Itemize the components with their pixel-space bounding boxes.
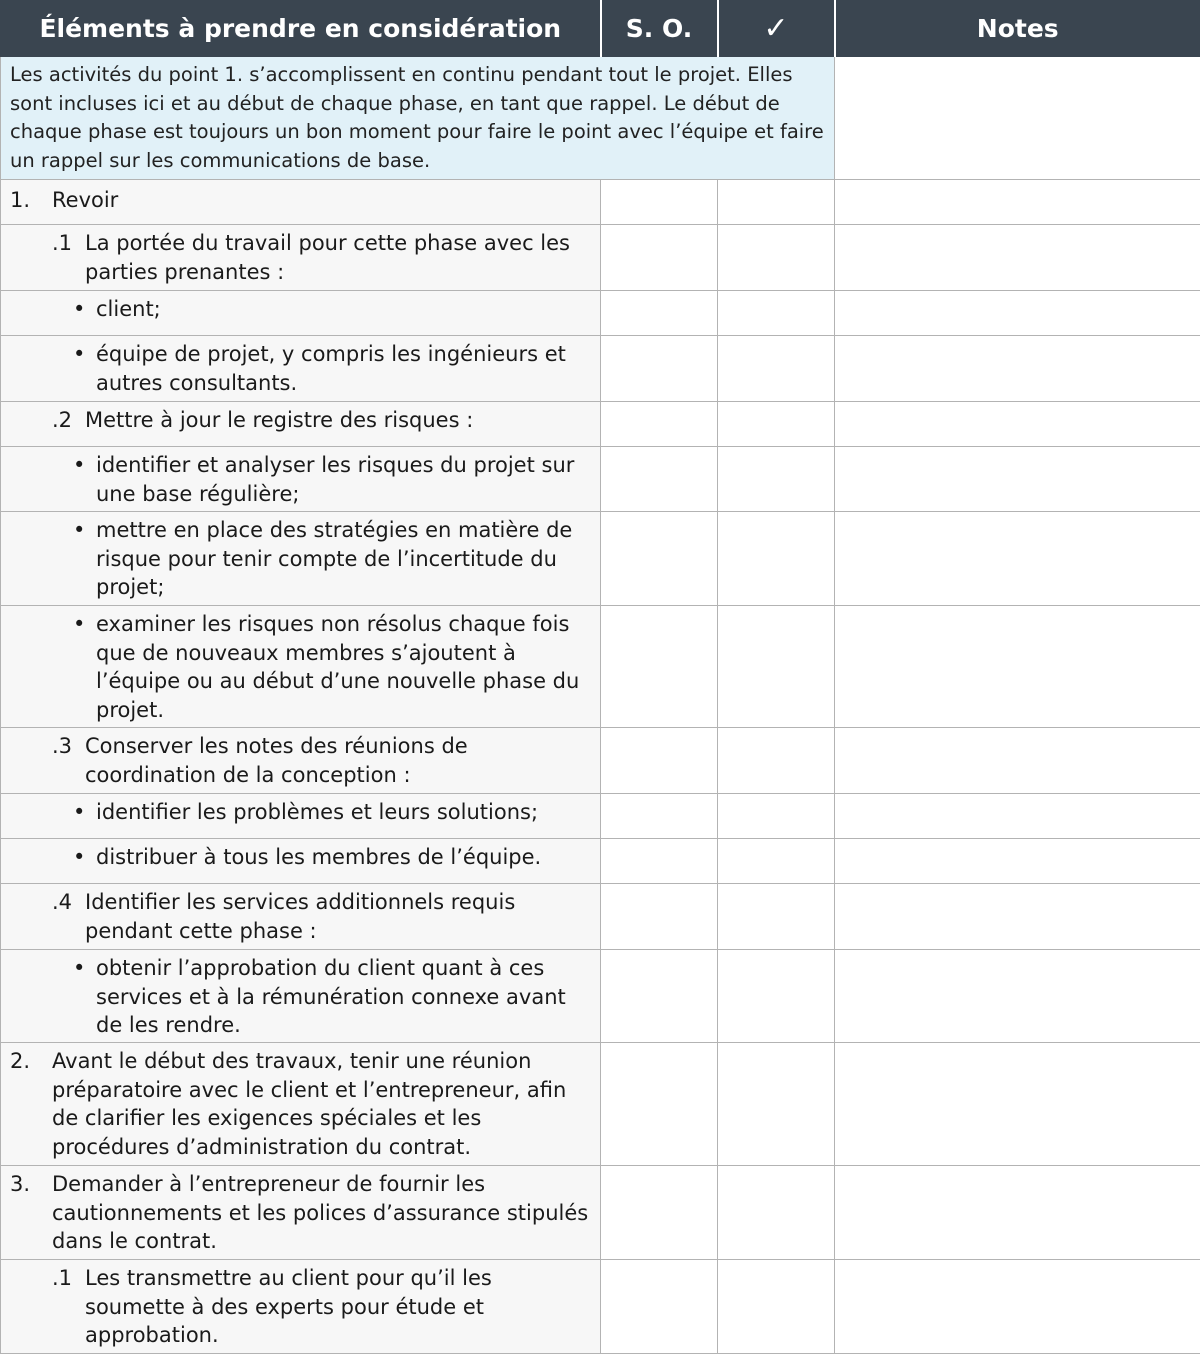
item-number: 1. [10, 186, 52, 215]
done-checkbox-cell[interactable] [718, 728, 835, 794]
notes-cell[interactable] [835, 950, 1200, 1043]
na-checkbox-cell[interactable] [601, 1043, 718, 1166]
item-text: mettre en place des stratégies en matière de risque pour tenir compte de l’incertitude du projet; [96, 516, 590, 602]
header-notes: Notes [835, 1, 1200, 57]
item-number: .1 [52, 229, 85, 286]
bullet: • [73, 610, 96, 724]
na-checkbox-cell[interactable] [601, 291, 718, 336]
notes-cell[interactable] [835, 57, 1200, 180]
item-text: Conserver les notes des réunions de coordination de la conception : [85, 732, 590, 789]
item-text: Revoir [52, 186, 590, 215]
table-row [1, 950, 1200, 1043]
bullet: • [73, 340, 96, 397]
item-text: client; [96, 295, 590, 324]
notes-cell[interactable] [835, 728, 1200, 794]
item-text: Avant le début des travaux, tenir une réunion préparatoire avec le client et l’entrepreneur, afin de clarifier les exigences spéciales et les procédures d’administration du contrat. [52, 1047, 590, 1161]
item-number: .2 [52, 406, 85, 435]
intro-note: Les activités du point 1. s’accomplissent en continu pendant tout le projet. Elles sont incluses ici et au début de chaque phase, en tant que rappel. Le début de chaque phase est toujours un bon moment pour faire le point avec l’équipe et faire un rappel sur les communications de base. [1, 57, 835, 180]
na-checkbox-cell[interactable] [601, 225, 718, 291]
table-row [1, 336, 1200, 402]
item-text: obtenir l’approbation du client quant à ces services et à la rémunération connexe avant de les rendre. [96, 954, 590, 1040]
notes-cell[interactable] [835, 884, 1200, 950]
item-text: identifier et analyser les risques du projet sur une base régulière; [96, 451, 590, 508]
na-checkbox-cell[interactable] [601, 180, 718, 225]
na-checkbox-cell[interactable] [601, 402, 718, 447]
item-text: La portée du travail pour cette phase avec les parties prenantes : [85, 229, 590, 286]
done-checkbox-cell[interactable] [718, 884, 835, 950]
item-text: équipe de projet, y compris les ingénieurs et autres consultants. [96, 340, 590, 397]
item-number: .1 [52, 1264, 85, 1350]
done-checkbox-cell[interactable] [718, 180, 835, 225]
header-items: Éléments à prendre en considération [1, 1, 601, 57]
intro-row [1, 57, 1200, 180]
done-checkbox-cell[interactable] [718, 402, 835, 447]
table-row [1, 728, 1200, 794]
item-text: Identifier les services additionnels requis pendant cette phase : [85, 888, 590, 945]
na-checkbox-cell[interactable] [601, 1260, 718, 1354]
bullet: • [73, 516, 96, 602]
done-checkbox-cell[interactable] [718, 950, 835, 1043]
item-text: Demander à l’entrepreneur de fournir les cautionnements et les polices d’assurance stipulés dans le contrat. [52, 1170, 590, 1256]
table-row [1, 884, 1200, 950]
item-text: Mettre à jour le registre des risques : [85, 406, 590, 435]
notes-cell[interactable] [835, 336, 1200, 402]
done-checkbox-cell[interactable] [718, 606, 835, 728]
bullet: • [73, 843, 96, 872]
item-text: examiner les risques non résolus chaque fois que de nouveaux membres s’ajoutent à l’équipe ou au début d’une nouvelle phase du projet. [96, 610, 590, 724]
notes-cell[interactable] [835, 1260, 1200, 1354]
done-checkbox-cell[interactable] [718, 1166, 835, 1260]
table-row [1, 1043, 1200, 1166]
done-checkbox-cell[interactable] [718, 1260, 835, 1354]
item-text: Les transmettre au client pour qu’il les soumette à des experts pour étude et approbation. [85, 1264, 590, 1350]
na-checkbox-cell[interactable] [601, 950, 718, 1043]
notes-cell[interactable] [835, 225, 1200, 291]
na-checkbox-cell[interactable] [601, 447, 718, 512]
done-checkbox-cell[interactable] [718, 291, 835, 336]
item-number: .3 [52, 732, 85, 789]
na-checkbox-cell[interactable] [601, 884, 718, 950]
done-checkbox-cell[interactable] [718, 794, 835, 839]
bullet: • [73, 451, 96, 508]
table-row [1, 180, 1200, 225]
notes-cell[interactable] [835, 512, 1200, 606]
item-number: .4 [52, 888, 85, 945]
item-number: 3. [10, 1170, 52, 1256]
table-row [1, 1166, 1200, 1260]
notes-cell[interactable] [835, 291, 1200, 336]
item-number: 2. [10, 1047, 52, 1161]
table-row [1, 794, 1200, 839]
na-checkbox-cell[interactable] [601, 728, 718, 794]
table-row [1, 291, 1200, 336]
bullet: • [73, 954, 96, 1040]
notes-cell[interactable] [835, 402, 1200, 447]
table-row [1, 1260, 1200, 1354]
done-checkbox-cell[interactable] [718, 336, 835, 402]
table-row [1, 402, 1200, 447]
done-checkbox-cell[interactable] [718, 512, 835, 606]
item-text: identifier les problèmes et leurs solutions; [96, 798, 590, 827]
notes-cell[interactable] [835, 180, 1200, 225]
table-row [1, 839, 1200, 884]
na-checkbox-cell[interactable] [601, 1166, 718, 1260]
bullet: • [73, 798, 96, 827]
bullet: • [73, 295, 96, 324]
notes-cell[interactable] [835, 794, 1200, 839]
done-checkbox-cell[interactable] [718, 447, 835, 512]
na-checkbox-cell[interactable] [601, 336, 718, 402]
na-checkbox-cell[interactable] [601, 606, 718, 728]
na-checkbox-cell[interactable] [601, 512, 718, 606]
done-checkbox-cell[interactable] [718, 839, 835, 884]
table-row [1, 512, 1200, 606]
notes-cell[interactable] [835, 1043, 1200, 1166]
done-checkbox-cell[interactable] [718, 225, 835, 291]
header-row [1, 1, 1200, 57]
table-row [1, 447, 1200, 512]
na-checkbox-cell[interactable] [601, 839, 718, 884]
notes-cell[interactable] [835, 1166, 1200, 1260]
header-check [718, 1, 835, 57]
notes-cell[interactable] [835, 839, 1200, 884]
na-checkbox-cell[interactable] [601, 794, 718, 839]
notes-cell[interactable] [835, 447, 1200, 512]
table-row [1, 606, 1200, 728]
item-text: distribuer à tous les membres de l’équipe. [96, 843, 590, 872]
header-na: S. O. [601, 1, 718, 57]
checkmark-icon: ✓ [763, 11, 788, 46]
done-checkbox-cell[interactable] [718, 1043, 835, 1166]
notes-cell[interactable] [835, 606, 1200, 728]
table-row [1, 225, 1200, 291]
